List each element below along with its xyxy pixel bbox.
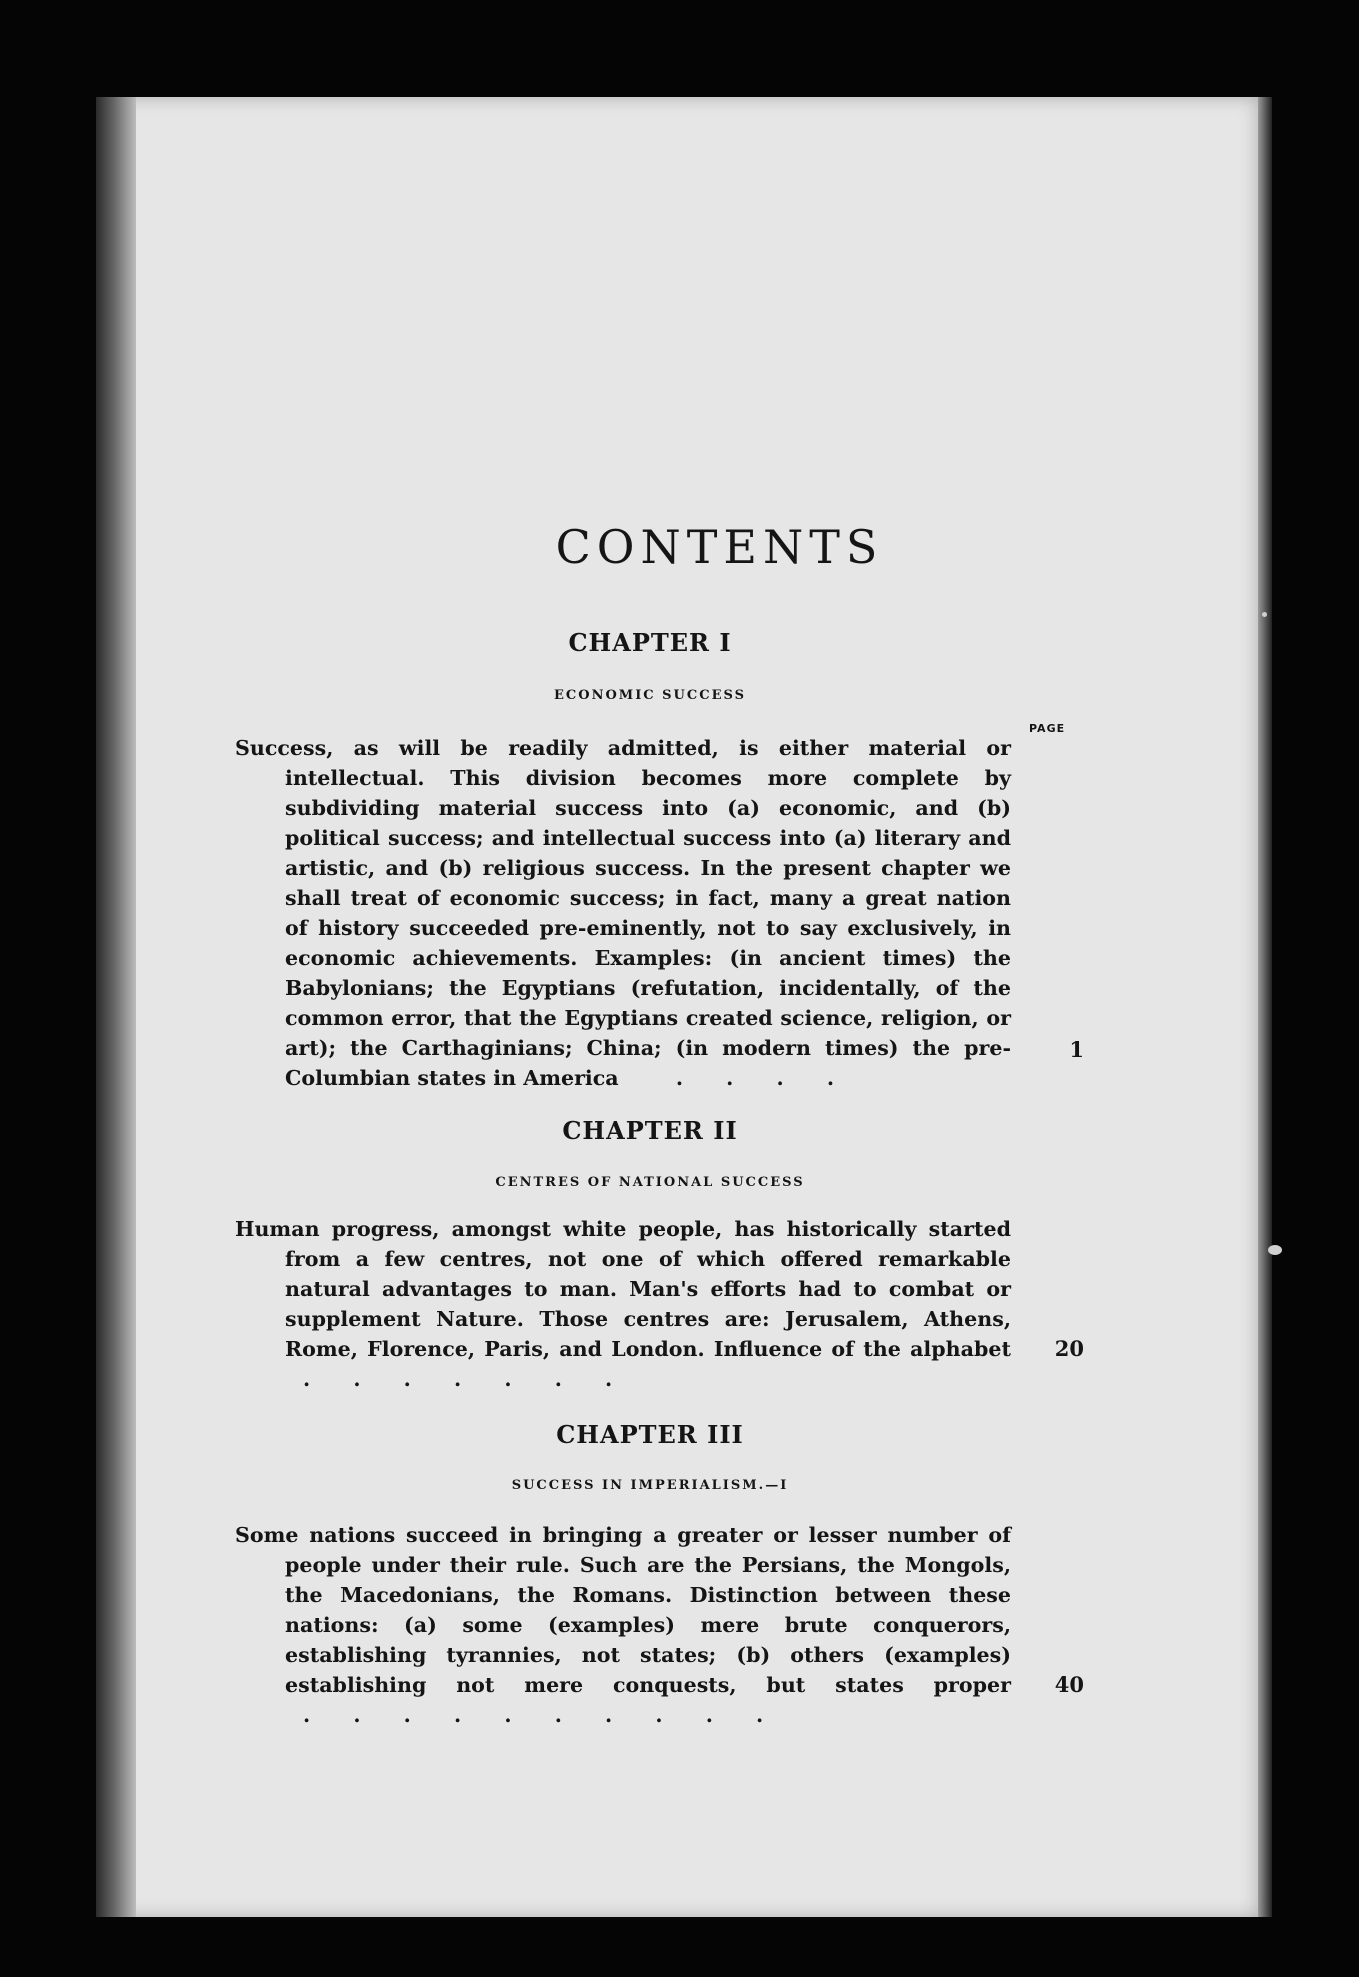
scan-speck	[1268, 1245, 1282, 1255]
chapter-1-summary	[235, 733, 1011, 1093]
page-right-edge	[1258, 97, 1272, 1917]
chapter-3-heading: CHAPTER III	[556, 1420, 744, 1449]
chapter-2-leader: . . . . . . .	[303, 1367, 631, 1391]
chapter-2-subheading: CENTRES OF NATIONAL SUCCESS	[495, 1175, 805, 1190]
chapter-1-subheading: ECONOMIC SUCCESS	[554, 688, 746, 703]
chapter-3-leader: . . . . . . . . . .	[303, 1703, 782, 1727]
chapter-1-page-number: 1	[1069, 1037, 1084, 1062]
chapter-2-page-number: 20	[1054, 1336, 1084, 1361]
scan-speck	[1262, 612, 1267, 617]
contents-title: CONTENTS	[555, 520, 884, 574]
chapter-2-heading: CHAPTER II	[562, 1116, 738, 1145]
chapter-3-summary-text: Some nations succeed in bringing a greater or lesser number of people under their rule. Such are the Persians, the Mongols, the Macedonians, the Romans. Distinction between these nations: (a) some (examples) mere brute conquerors, establishing tyrannies, not states; (b) others (examples) establishing not mere conquests, but states proper	[235, 1523, 1011, 1697]
page-column-label: PAGE	[1029, 722, 1066, 735]
chapter-1-summary-text: Success, as will be readily admitted, is either material or intellectual. This division becomes more complete by subdividing material success into (a) economic, and (b) political success; and intellectual success into (a) literary and artistic, and (b) religious success. In the present chapter we shall treat of economic success; in fact, many a great nation of history succeeded pre-eminently, not to say exclusively, in economic achievements. Examples: (in ancient times) the Babylonians; the Egyptians (refutation, incidentally, of the common error, that the Egyptians created science, religion, or art); the Carthaginians; China; (in modern times) the pre-Columbian states in America	[235, 736, 1011, 1090]
chapter-1-leader: . . . .	[675, 1066, 853, 1090]
chapter-2-summary	[235, 1214, 1011, 1394]
chapter-3-subheading: SUCCESS IN IMPERIALISM.—I	[511, 1478, 789, 1493]
chapter-3-page-number: 40	[1054, 1672, 1084, 1697]
chapter-3-summary	[235, 1520, 1011, 1730]
book-gutter	[96, 97, 136, 1917]
chapter-2-summary-text: Human progress, amongst white people, has historically started from a few centres, not one of which offered remarkable natural advantages to man. Man's efforts had to combat or supplement Nature. Those centres are: Jerusalem, Athens, Rome, Florence, Paris, and London. Influence of the alphabet	[235, 1217, 1011, 1361]
chapter-1-heading: CHAPTER I	[568, 628, 732, 657]
